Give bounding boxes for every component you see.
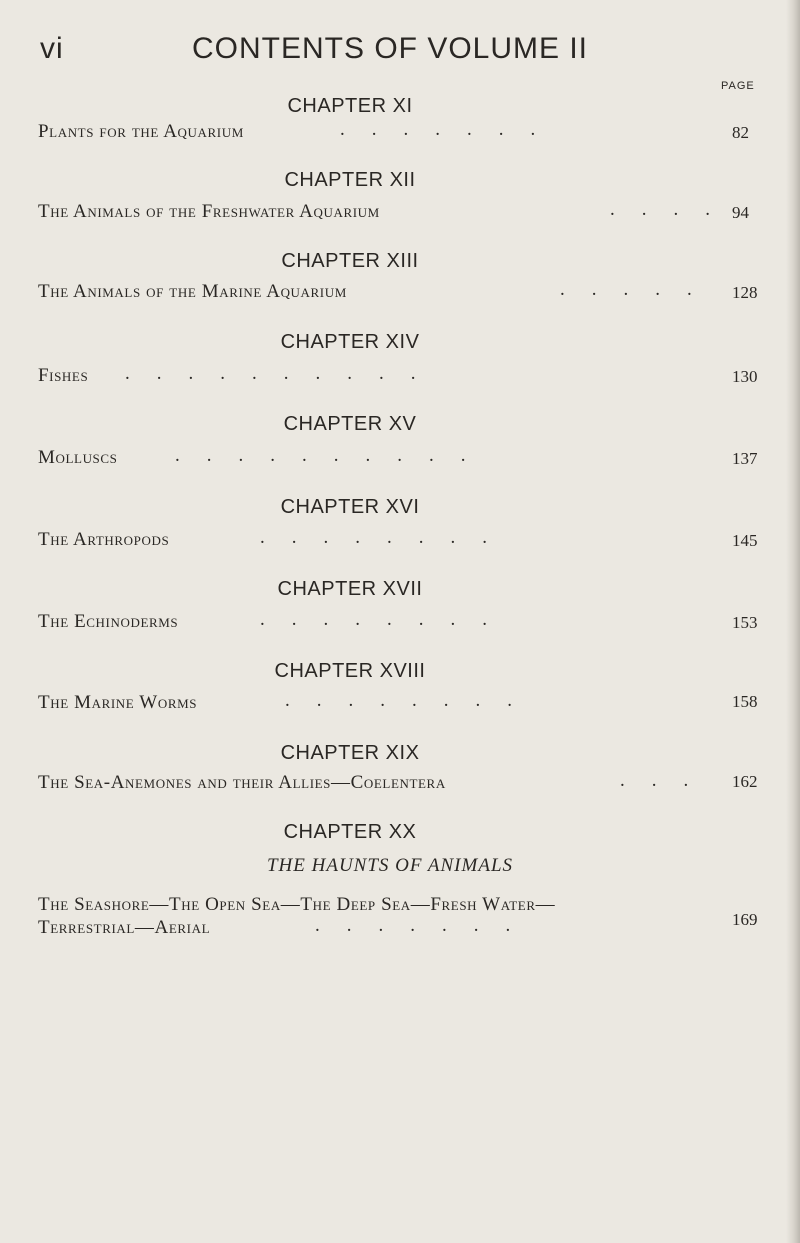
chapter-page-number: 145 [732,531,758,550]
page-column-label: PAGE [721,80,755,92]
dot-leader: ... [620,770,716,791]
chapter-page-number: 130 [732,367,758,386]
chapter-heading: CHAPTER XII [284,169,416,191]
dot-leader: .... [610,199,737,220]
dot-leader: ....... [315,915,538,936]
dot-leader: ..... [560,279,719,300]
chapter-page-number: 82 [732,123,749,142]
chapter-page-number: 137 [732,449,758,468]
chapter-page-number: 94 [732,203,749,222]
dot-leader: ........ [260,609,514,630]
chapter-page-number: 158 [732,692,758,711]
chapter-title: Fishes [38,365,89,386]
page-number: vi [40,32,64,65]
chapter-title: The Marine Worms [38,692,198,713]
chapter-title: Molluscs [38,447,118,468]
chapter-title: The Animals of the Marine Aquarium [38,281,347,302]
chapter-heading: CHAPTER XVI [280,496,420,518]
chapter-heading: CHAPTER XI [287,95,413,117]
dot-leader: ........ [260,527,514,548]
page-edge-shadow [786,0,800,1243]
chapter-heading: CHAPTER XX [283,821,417,843]
dot-leader: .......... [125,363,443,384]
chapter-page-number: 162 [732,772,758,791]
chapter-page-number: 153 [732,613,758,632]
chapter-subtitle: THE HAUNTS OF ANIMALS [266,855,514,876]
chapter-page-number: 169 [732,910,758,929]
chapter-title: Plants for the Aquarium [38,121,244,142]
chapter-heading: CHAPTER XIV [280,331,420,353]
dot-leader: ........ [285,690,539,711]
chapter-heading: CHAPTER XVIII [274,660,426,682]
chapter-heading: CHAPTER XIX [280,742,420,764]
chapter-heading: CHAPTER XIII [281,250,419,272]
chapter-title: The Animals of the Freshwater Aquarium [38,201,380,222]
chapter-title: The Arthropods [38,529,170,550]
chapter-page-number: 128 [732,283,758,302]
chapter-heading: CHAPTER XV [283,413,417,435]
chapter-title: The Echinoderms [38,611,179,632]
chapter-title: The Sea-Anemones and their Allies—Coelentera [38,772,446,793]
chapter-title-line-2: Terrestrial—Aerial [38,917,211,938]
chapter-heading: CHAPTER XVII [277,578,423,600]
dot-leader: .......... [175,445,493,466]
dot-leader: ....... [340,119,563,140]
running-title: CONTENTS OF VOLUME II [191,32,589,65]
chapter-title-line-1: The Seashore—The Open Sea—The Deep Sea—Fresh Water— [38,894,556,915]
